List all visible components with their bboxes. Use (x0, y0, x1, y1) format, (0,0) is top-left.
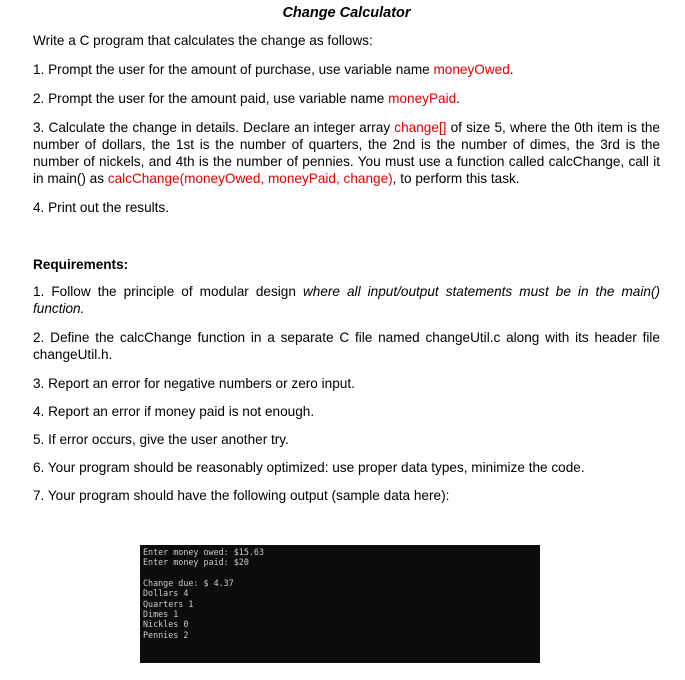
page-title: Change Calculator (282, 5, 411, 21)
requirement-2: 2. Define the calcChange function in a separate C file named changeUtil.c along with its header file changeUtil.h. (33, 330, 660, 362)
var-change-array: change[] (394, 120, 447, 135)
requirement-6: 6. Your program should be reasonably optimized: use proper data types, minimize the code. (33, 460, 585, 475)
step-1 (33, 61, 660, 78)
var-money-owed: moneyOwed (433, 62, 510, 77)
console-line: Pennies 2 (143, 629, 189, 640)
step-2 (33, 90, 660, 107)
console-line: Dimes 1 (143, 609, 179, 620)
console-line: Quarters 1 (143, 598, 194, 609)
requirement-1-italic: where all input/output statements must be in the main() function. (33, 284, 660, 316)
step-3-text-c: , to perform this task. (392, 171, 520, 186)
step-3-text-a: 3. Calculate the change in details. Declare an integer array (33, 120, 395, 135)
console-blank-line (143, 568, 537, 578)
console-line: Enter money owed: $15.63 (143, 547, 265, 557)
requirement-4: 4. Report an error if money paid is not enough. (33, 404, 315, 419)
step-3 (33, 119, 660, 187)
requirement-7: 7. Your program should have the following output (sample data here): (33, 488, 450, 503)
console-line: Change due: $ 4.37 (143, 577, 234, 588)
requirement-3: 3. Report an error for negative numbers or zero input. (33, 376, 355, 391)
requirement-1-text: 1. Follow the principle of modular design (33, 284, 303, 299)
console-line: Enter money paid: $20 (143, 557, 249, 568)
step-2-text: 2. Prompt the user for the amount paid, use variable name (33, 91, 389, 106)
requirements-heading: Requirements: (33, 257, 129, 272)
step-1-end: . (509, 62, 514, 77)
requirement-1 (33, 283, 660, 317)
step-3-text-b: of size 5, where the 0th item is the number of dollars, the 1st is the number of quarters, the 2nd is the number of dimes, the 3rd is the number of nickels, and 4th is the number of pennies. You must use a function called calcChange, call it in main() as (33, 120, 660, 186)
requirement-5: 5. If error occurs, give the user another try. (33, 432, 289, 447)
console-output (140, 545, 540, 663)
step-1-text: 1. Prompt the user for the amount of purchase, use variable name (33, 62, 434, 77)
console-line: Dollars 4 (143, 588, 189, 599)
var-money-paid: moneyPaid (388, 91, 457, 106)
document-page (33, 4, 660, 515)
intro-text: Write a C program that calculates the change as follows: (33, 33, 373, 48)
calc-change-call: calcChange(moneyOwed, moneyPaid, change) (107, 171, 393, 186)
step-4: 4. Print out the results. (33, 200, 170, 215)
console-line: Nickles 0 (143, 619, 189, 630)
step-2-end: . (456, 91, 460, 106)
